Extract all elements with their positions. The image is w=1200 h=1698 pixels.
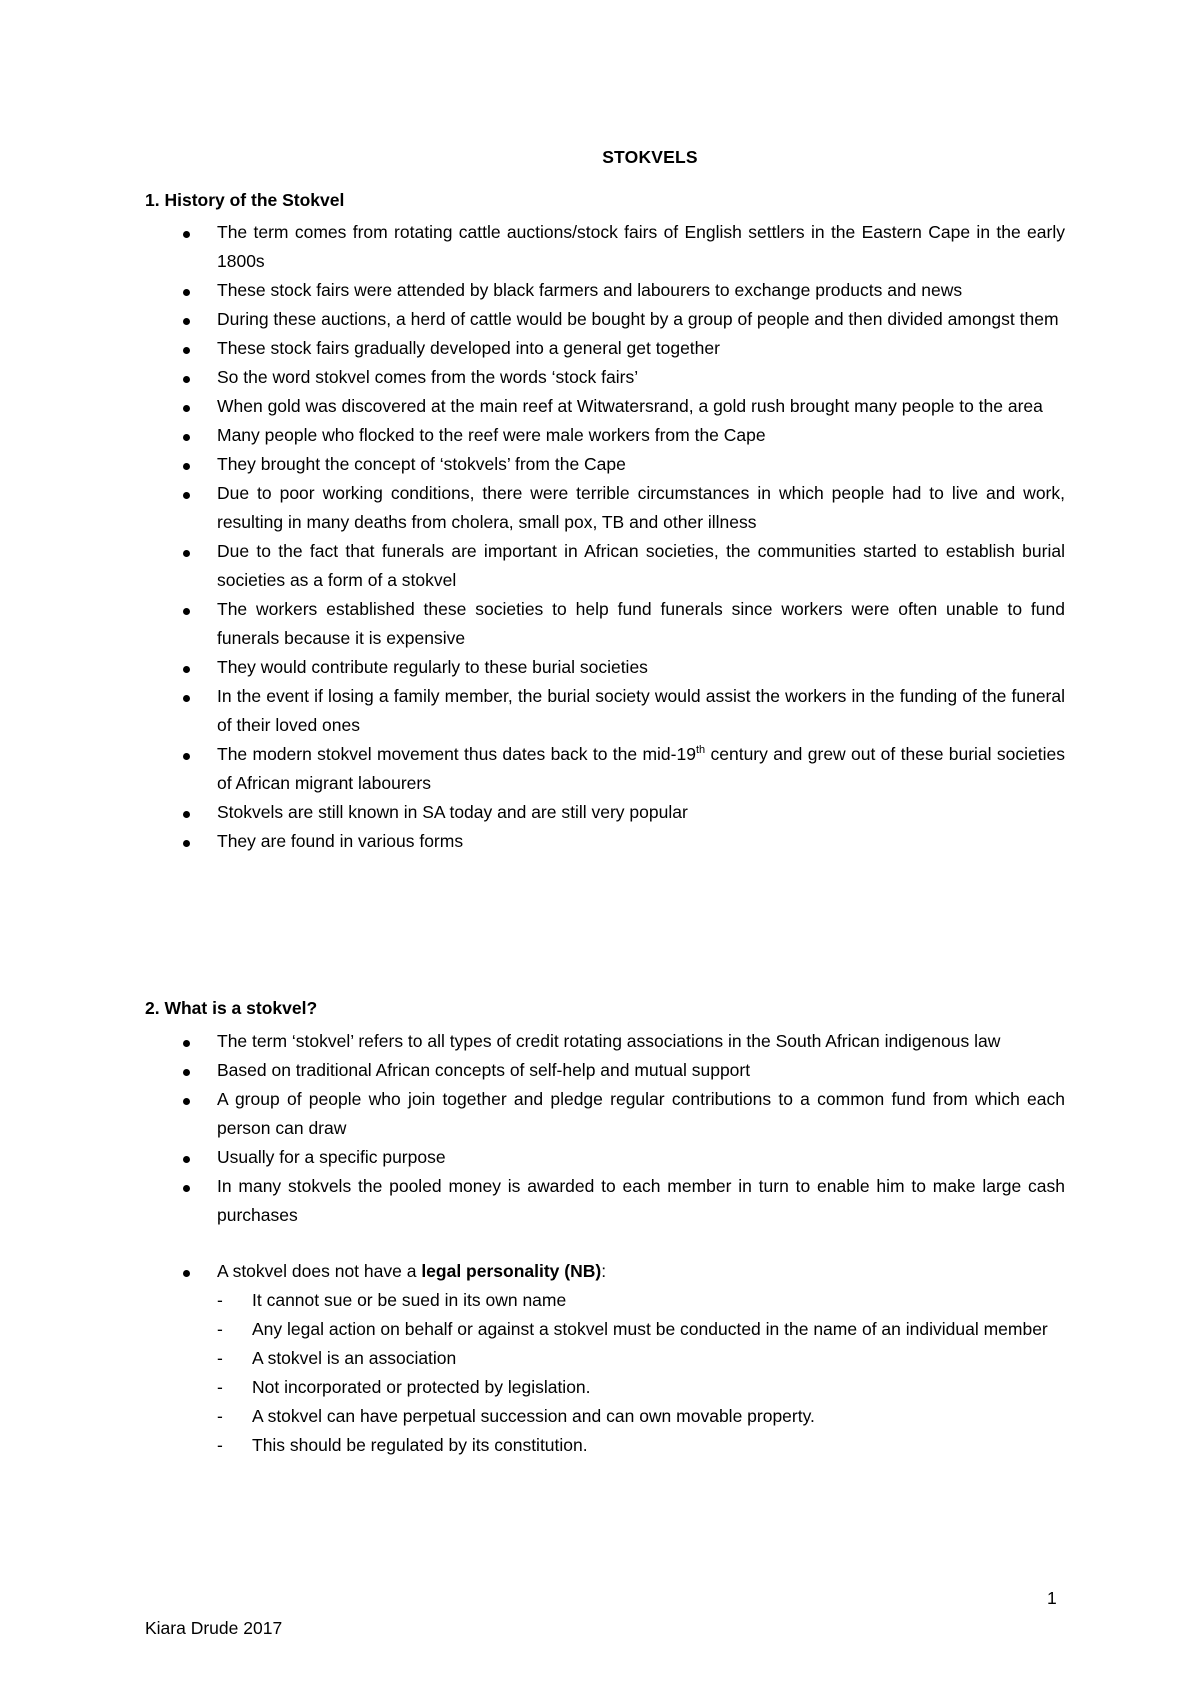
- bullet-icon: [183, 666, 190, 673]
- dash-icon: -: [217, 1406, 223, 1426]
- bullet-icon: [183, 608, 190, 615]
- bullet-icon: [183, 376, 190, 383]
- list-item: Based on traditional African concepts of self-help and mutual support: [145, 1056, 1065, 1085]
- list-item: A group of people who join together and pledge regular contributions to a common fund from which each person can draw: [145, 1085, 1065, 1143]
- bullet-icon: [183, 695, 190, 702]
- section-1-list: [145, 218, 1065, 856]
- bullet-icon: [183, 1270, 190, 1277]
- bullet-icon: [183, 1185, 190, 1192]
- list-item: A stokvel does not have a legal personality (NB): - It cannot sue or be sued in its own name - Any legal action on behalf or against a stokvel must be conducted in the name of an individual member - A stokvel is an association - Not incorporated or protected by legislation. - A stokvel can have perpetual succession and can own movable property. - This should be regulated by its constitution.: [145, 1257, 1065, 1460]
- section-2-list: [145, 1027, 1065, 1460]
- bullet-icon: [183, 1040, 190, 1047]
- sublist-item: - It cannot sue or be sued in its own name: [217, 1286, 1065, 1315]
- list-item: When gold was discovered at the main reef at Witwatersrand, a gold rush brought many people to the area: [145, 392, 1065, 421]
- list-item: They are found in various forms: [145, 827, 1065, 856]
- dash-icon: -: [217, 1377, 223, 1397]
- list-item: In the event if losing a family member, the burial society would assist the workers in the funding of the funeral of their loved ones: [145, 682, 1065, 740]
- list-item: Due to the fact that funerals are important in African societies, the communities started to establish burial societies as a form of a stokvel: [145, 537, 1065, 595]
- page-number: 1: [1047, 1588, 1057, 1608]
- sublist-item: - A stokvel can have perpetual succession and can own movable property.: [217, 1402, 1065, 1431]
- bullet-icon: [183, 1098, 190, 1105]
- footer-author: Kiara Drude 2017: [145, 1618, 283, 1638]
- sublist-item: - Not incorporated or protected by legislation.: [217, 1373, 1065, 1402]
- list-item: Usually for a specific purpose: [145, 1143, 1065, 1172]
- list-item: During these auctions, a herd of cattle would be bought by a group of people and then divided amongst them: [145, 305, 1065, 334]
- list-item: They would contribute regularly to these burial societies: [145, 653, 1065, 682]
- dash-icon: -: [217, 1348, 223, 1368]
- dash-icon: -: [217, 1319, 223, 1339]
- list-item: The term comes from rotating cattle auctions/stock fairs of English settlers in the Eastern Cape in the early 1800s: [145, 218, 1065, 276]
- document-title: STOKVELS: [602, 147, 698, 167]
- spacer: [145, 1230, 1065, 1257]
- sublist-item: - This should be regulated by its constitution.: [217, 1431, 1065, 1460]
- list-item: Due to poor working conditions, there were terrible circumstances in which people had to live and work, resulting in many deaths from cholera, small pox, TB and other illness: [145, 479, 1065, 537]
- bullet-icon: [183, 405, 190, 412]
- bullet-icon: [183, 811, 190, 818]
- list-item: The modern stokvel movement thus dates back to the mid-19th century and grew out of these burial societies of African migrant labourers: [145, 740, 1065, 798]
- sublist-item: - A stokvel is an association: [217, 1344, 1065, 1373]
- bullet-icon: [183, 550, 190, 557]
- list-item: These stock fairs were attended by black farmers and labourers to exchange products and news: [145, 276, 1065, 305]
- list-item: Many people who flocked to the reef were male workers from the Cape: [145, 421, 1065, 450]
- dash-icon: -: [217, 1435, 223, 1455]
- bullet-icon: [183, 463, 190, 470]
- bullet-icon: [183, 1156, 190, 1163]
- bullet-icon: [183, 231, 190, 238]
- legal-sublist: [217, 1286, 1065, 1460]
- section-2-heading: 2. What is a stokvel?: [145, 998, 318, 1018]
- sublist-item: - Any legal action on behalf or against a stokvel must be conducted in the name of an individual member: [217, 1315, 1065, 1344]
- legal-personality-term: legal personality (NB): [421, 1261, 602, 1281]
- list-item: They brought the concept of ‘stokvels’ from the Cape: [145, 450, 1065, 479]
- list-item: So the word stokvel comes from the words ‘stock fairs’: [145, 363, 1065, 392]
- bullet-icon: [183, 289, 190, 296]
- list-item: These stock fairs gradually developed into a general get together: [145, 334, 1065, 363]
- bullet-icon: [183, 492, 190, 499]
- bullet-icon: [183, 318, 190, 325]
- list-item: The term ‘stokvel’ refers to all types of credit rotating associations in the South African indigenous law: [145, 1027, 1065, 1056]
- bullet-icon: [183, 1069, 190, 1076]
- list-item: Stokvels are still known in SA today and are still very popular: [145, 798, 1065, 827]
- bullet-icon: [183, 753, 190, 760]
- bullet-icon: [183, 434, 190, 441]
- superscript: th: [695, 744, 706, 757]
- dash-icon: -: [217, 1290, 223, 1310]
- list-item: The workers established these societies to help fund funerals since workers were often unable to fund funerals because it is expensive: [145, 595, 1065, 653]
- bullet-icon: [183, 840, 190, 847]
- bullet-icon: [183, 347, 190, 354]
- section-1-heading: 1. History of the Stokvel: [145, 190, 345, 210]
- list-item: In many stokvels the pooled money is awarded to each member in turn to enable him to make large cash purchases: [145, 1172, 1065, 1230]
